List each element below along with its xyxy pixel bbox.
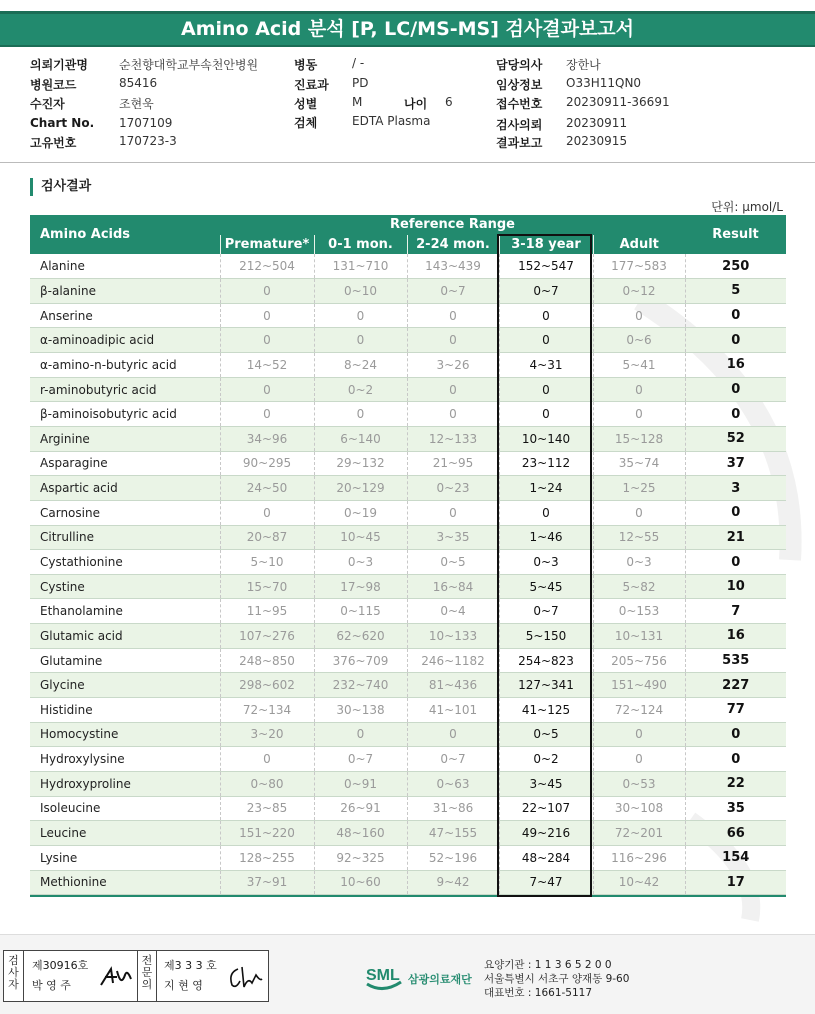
reference-range-cell: 3~20 [220, 722, 314, 747]
contact-info [484, 958, 629, 1000]
reference-range-cell: 30~108 [593, 796, 685, 821]
subheader-3-18-year: 3-18 year [499, 235, 593, 254]
contact-line: 요양기관 : 1 1 3 6 5 2 0 0 [484, 959, 612, 971]
amino-acid-name: Histidine [30, 698, 220, 723]
reference-range-cell: 0 [220, 279, 314, 304]
reference-range-cell: 9~42 [407, 870, 499, 895]
reference-range-cell: 0 [593, 377, 685, 402]
result-cell: 0 [685, 550, 786, 575]
reference-range-cell: 0~63 [407, 771, 499, 796]
reference-range-cell: 0 [499, 303, 593, 328]
table-row [30, 771, 786, 796]
reference-range-cell: 3~35 [407, 525, 499, 550]
reference-range-cell: 5~45 [499, 574, 593, 599]
info-value: 조현욱 [119, 97, 154, 111]
reference-range-cell: 131~710 [314, 254, 407, 279]
examiner-label [4, 951, 24, 1001]
reference-range-cell: 0 [593, 402, 685, 427]
result-cell: 535 [685, 648, 786, 673]
reference-range-cell: 212~504 [220, 254, 314, 279]
info-label: 성별 [294, 97, 318, 111]
reference-range-cell: 6~140 [314, 426, 407, 451]
subheader-0-1-mon: 0-1 mon. [314, 235, 407, 254]
info-label: 담당의사 [496, 58, 543, 72]
table-row [30, 821, 786, 846]
specialist-label-text: 전문의 [141, 954, 153, 991]
table-row [30, 279, 786, 304]
info-value: O33H11QN0 [566, 76, 642, 90]
table-row [30, 648, 786, 673]
reference-range-cell: 37~91 [220, 870, 314, 895]
reference-range-cell: 0~80 [220, 771, 314, 796]
info-label: 병원코드 [30, 78, 77, 92]
reference-range-cell: 0 [593, 500, 685, 525]
reference-range-cell: 10~42 [593, 870, 685, 895]
table-bottom-rule [30, 895, 786, 897]
info-value: 20230911-36691 [566, 95, 670, 109]
reference-range-cell: 116~296 [593, 845, 685, 870]
examiner-label-text: 검사자 [8, 954, 19, 991]
reference-range-cell: 0 [314, 722, 407, 747]
amino-acid-table [30, 215, 786, 895]
reference-range-cell: 0~3 [314, 550, 407, 575]
table-row [30, 870, 786, 895]
result-cell: 0 [685, 328, 786, 353]
reference-range-cell: 0 [499, 402, 593, 427]
reference-range-cell: 232~740 [314, 673, 407, 698]
reference-range-cell: 177~583 [593, 254, 685, 279]
reference-range-cell: 47~155 [407, 821, 499, 846]
reference-range-cell: 1~46 [499, 525, 593, 550]
reference-range-cell: 0 [220, 500, 314, 525]
reference-range-cell: 0 [220, 377, 314, 402]
table-row [30, 426, 786, 451]
info-label: 의뢰기관명 [30, 58, 88, 72]
reference-range-cell: 0~7 [499, 599, 593, 624]
reference-range-cell: 298~602 [220, 673, 314, 698]
amino-acid-name: Homocystine [30, 722, 220, 747]
reference-range-cell: 0~153 [593, 599, 685, 624]
reference-range-cell: 20~129 [314, 476, 407, 501]
info-label: 검체 [294, 116, 318, 130]
reference-range-cell: 0 [407, 303, 499, 328]
specialist-name: 지 현 영 [164, 979, 203, 992]
reference-range-cell: 0~3 [593, 550, 685, 575]
reference-range-cell: 107~276 [220, 624, 314, 649]
specialist-id: 제3 3 3 호 [164, 959, 217, 972]
amino-acid-name: α-amino-n-butyric acid [30, 353, 220, 378]
reference-range-cell: 16~84 [407, 574, 499, 599]
reference-range-cell: 5~41 [593, 353, 685, 378]
reference-range-cell: 151~490 [593, 673, 685, 698]
reference-range-cell: 0 [499, 500, 593, 525]
reference-range-cell: 26~91 [314, 796, 407, 821]
reference-range-cell: 23~112 [499, 451, 593, 476]
table-row [30, 698, 786, 723]
table-row [30, 599, 786, 624]
reference-range-cell: 0~10 [314, 279, 407, 304]
info-value: EDTA Plasma [352, 114, 431, 128]
amino-acid-name: Citrulline [30, 525, 220, 550]
reference-range-cell: 49~216 [499, 821, 593, 846]
amino-acid-name: Hydroxyproline [30, 771, 220, 796]
reference-range-cell: 90~295 [220, 451, 314, 476]
examiner-id: 제30916호 [32, 959, 89, 972]
result-cell: 0 [685, 722, 786, 747]
reference-range-cell: 376~709 [314, 648, 407, 673]
reference-range-cell: 0~91 [314, 771, 407, 796]
table-row [30, 402, 786, 427]
reference-range-cell: 0~5 [407, 550, 499, 575]
result-cell: 16 [685, 353, 786, 378]
result-cell: 52 [685, 426, 786, 451]
table-row [30, 624, 786, 649]
amino-acid-name: Glutamic acid [30, 624, 220, 649]
signature-box [3, 950, 269, 1002]
reference-range-cell: 0 [314, 328, 407, 353]
reference-range-cell: 0 [220, 303, 314, 328]
reference-range-cell: 48~160 [314, 821, 407, 846]
reference-range-cell: 12~133 [407, 426, 499, 451]
result-cell: 16 [685, 624, 786, 649]
amino-acid-name: Arginine [30, 426, 220, 451]
table-row [30, 747, 786, 772]
amino-acid-name: Isoleucine [30, 796, 220, 821]
info-label: 임상정보 [496, 78, 543, 92]
amino-acid-name: Anserine [30, 303, 220, 328]
reference-range-cell: 0~2 [314, 377, 407, 402]
subheader-2-24-mon: 2-24 mon. [407, 235, 499, 254]
result-cell: 17 [685, 870, 786, 895]
amino-acid-name: Hydroxylysine [30, 747, 220, 772]
result-cell: 10 [685, 574, 786, 599]
sml-logo-text: SML [366, 967, 400, 984]
reference-range-cell: 14~52 [220, 353, 314, 378]
reference-range-cell: 81~436 [407, 673, 499, 698]
header-result: Result [685, 215, 786, 254]
reference-range-cell: 21~95 [407, 451, 499, 476]
reference-range-cell: 0~115 [314, 599, 407, 624]
reference-range-cell: 30~138 [314, 698, 407, 723]
info-label: 나이 [404, 97, 428, 111]
reference-range-cell: 143~439 [407, 254, 499, 279]
reference-range-cell: 41~101 [407, 698, 499, 723]
reference-range-cell: 248~850 [220, 648, 314, 673]
reference-range-cell: 0 [220, 402, 314, 427]
divider [0, 162, 815, 163]
result-cell: 37 [685, 451, 786, 476]
result-cell: 0 [685, 402, 786, 427]
header-amino-acids: Amino Acids [30, 215, 220, 254]
result-cell: 5 [685, 279, 786, 304]
result-cell: 0 [685, 377, 786, 402]
reference-range-cell: 72~124 [593, 698, 685, 723]
amino-acid-name: Cystine [30, 574, 220, 599]
result-cell: 0 [685, 303, 786, 328]
info-label: 고유번호 [30, 136, 77, 150]
reference-range-cell: 72~201 [593, 821, 685, 846]
subheader-adult: Adult [593, 235, 685, 254]
table-row [30, 796, 786, 821]
reference-range-cell: 10~60 [314, 870, 407, 895]
reference-range-cell: 0~2 [499, 747, 593, 772]
info-value: 20230911 [566, 116, 628, 130]
reference-range-cell: 20~87 [220, 525, 314, 550]
reference-range-cell: 246~1182 [407, 648, 499, 673]
table-row [30, 353, 786, 378]
examiner-signature-icon [99, 965, 133, 991]
table-body [30, 254, 786, 895]
reference-range-cell: 11~95 [220, 599, 314, 624]
info-label: 진료과 [294, 78, 329, 92]
reference-range-cell: 0~19 [314, 500, 407, 525]
reference-range-cell: 0~7 [407, 279, 499, 304]
reference-range-cell: 0~7 [499, 279, 593, 304]
table-row [30, 845, 786, 870]
reference-range-cell: 0 [220, 328, 314, 353]
amino-acid-name: Aspartic acid [30, 476, 220, 501]
reference-range-cell: 41~125 [499, 698, 593, 723]
reference-range-cell: 23~85 [220, 796, 314, 821]
amino-acid-name: Leucine [30, 821, 220, 846]
amino-acid-name: Ethanolamine [30, 599, 220, 624]
reference-range-cell: 0~23 [407, 476, 499, 501]
reference-range-cell: 62~620 [314, 624, 407, 649]
table-row [30, 476, 786, 501]
amino-acid-name: Methionine [30, 870, 220, 895]
reference-range-cell: 0 [407, 377, 499, 402]
header-reference-range: Reference Range [220, 215, 685, 235]
info-label: Chart No. [30, 116, 95, 130]
table-row [30, 673, 786, 698]
info-value: 장한나 [566, 58, 601, 72]
result-cell: 3 [685, 476, 786, 501]
result-cell: 0 [685, 500, 786, 525]
result-cell: 35 [685, 796, 786, 821]
amino-acid-name: Alanine [30, 254, 220, 279]
table-row [30, 254, 786, 279]
reference-range-cell: 15~128 [593, 426, 685, 451]
reference-range-cell: 0 [314, 303, 407, 328]
reference-range-cell: 254~823 [499, 648, 593, 673]
table-row [30, 303, 786, 328]
result-cell: 21 [685, 525, 786, 550]
result-cell: 154 [685, 845, 786, 870]
info-label: 접수번호 [496, 97, 543, 111]
reference-range-cell: 152~547 [499, 254, 593, 279]
reference-range-cell: 10~133 [407, 624, 499, 649]
amino-acid-name: r-aminobutyric acid [30, 377, 220, 402]
reference-range-cell: 0~53 [593, 771, 685, 796]
reference-range-cell: 205~756 [593, 648, 685, 673]
reference-range-cell: 5~150 [499, 624, 593, 649]
reference-range-cell: 5~82 [593, 574, 685, 599]
reference-range-cell: 127~341 [499, 673, 593, 698]
reference-range-cell: 0 [499, 377, 593, 402]
amino-acid-name: Cystathionine [30, 550, 220, 575]
amino-acid-name: Glutamine [30, 648, 220, 673]
table-row [30, 550, 786, 575]
info-label: 수진자 [30, 97, 65, 111]
reference-range-cell: 0 [499, 328, 593, 353]
reference-range-cell: 0~7 [314, 747, 407, 772]
info-label: 병동 [294, 58, 318, 72]
info-value: M [352, 95, 363, 109]
info-value: 1707109 [119, 116, 173, 130]
table-row [30, 722, 786, 747]
result-cell: 22 [685, 771, 786, 796]
info-value: 20230915 [566, 134, 628, 148]
reference-range-cell: 10~45 [314, 525, 407, 550]
patient-info-block [0, 56, 815, 156]
reference-range-cell: 31~86 [407, 796, 499, 821]
reference-range-cell: 92~325 [314, 845, 407, 870]
info-value: 6 [445, 95, 453, 109]
sml-logo-icon [363, 958, 405, 994]
contact-line: 서울특별시 서초구 양재동 9-60 [484, 973, 630, 985]
info-value: 170723-3 [119, 134, 177, 148]
reference-range-cell: 0~4 [407, 599, 499, 624]
reference-range-cell: 0~3 [499, 550, 593, 575]
result-cell: 250 [685, 254, 786, 279]
reference-range-cell: 0 [407, 722, 499, 747]
table-row [30, 377, 786, 402]
contact-line: 대표번호 : 1661-5117 [484, 987, 593, 999]
reference-range-cell: 1~25 [593, 476, 685, 501]
result-cell: 0 [685, 747, 786, 772]
reference-range-cell: 10~131 [593, 624, 685, 649]
reference-range-cell: 0~6 [593, 328, 685, 353]
reference-range-cell: 24~50 [220, 476, 314, 501]
reference-range-cell: 4~31 [499, 353, 593, 378]
reference-range-cell: 7~47 [499, 870, 593, 895]
reference-range-cell: 0 [407, 500, 499, 525]
table-row [30, 451, 786, 476]
info-value: PD [352, 76, 369, 90]
result-cell: 7 [685, 599, 786, 624]
reference-range-cell: 0 [593, 747, 685, 772]
reference-range-cell: 10~140 [499, 426, 593, 451]
info-label: 검사의뢰 [496, 118, 543, 132]
reference-range-cell: 29~132 [314, 451, 407, 476]
reference-range-cell: 72~134 [220, 698, 314, 723]
reference-range-cell: 0 [220, 747, 314, 772]
table-row [30, 525, 786, 550]
info-value: 순천향대학교부속천안병원 [119, 58, 259, 72]
reference-range-cell: 0~12 [593, 279, 685, 304]
examiner-name: 박 영 주 [32, 979, 71, 992]
reference-range-cell: 0 [407, 402, 499, 427]
amino-acid-name: Glycine [30, 673, 220, 698]
reference-range-cell: 0~5 [499, 722, 593, 747]
info-value: / - [352, 56, 365, 70]
amino-acid-name: β-aminoisobutyric acid [30, 402, 220, 427]
specialist-label [137, 951, 157, 1001]
reference-range-cell: 151~220 [220, 821, 314, 846]
result-cell: 77 [685, 698, 786, 723]
reference-range-cell: 3~26 [407, 353, 499, 378]
reference-range-cell: 0 [407, 328, 499, 353]
amino-acid-name: α-aminoadipic acid [30, 328, 220, 353]
result-cell: 227 [685, 673, 786, 698]
table-row [30, 574, 786, 599]
reference-range-cell: 52~196 [407, 845, 499, 870]
reference-range-cell: 0 [314, 402, 407, 427]
reference-range-cell: 3~45 [499, 771, 593, 796]
unit-label: 단위: μmol/L [711, 200, 783, 214]
specialist-signature-icon [226, 963, 264, 991]
reference-range-cell: 0 [593, 722, 685, 747]
reference-range-cell: 5~10 [220, 550, 314, 575]
reference-range-cell: 15~70 [220, 574, 314, 599]
reference-range-cell: 12~55 [593, 525, 685, 550]
reference-range-cell: 128~255 [220, 845, 314, 870]
reference-range-cell: 0~7 [407, 747, 499, 772]
amino-acid-name: Lysine [30, 845, 220, 870]
info-value: 85416 [119, 76, 158, 90]
amino-acid-name: Carnosine [30, 500, 220, 525]
reference-range-cell: 17~98 [314, 574, 407, 599]
subheader-premature: Premature* [220, 235, 314, 254]
reference-range-cell: 0 [593, 303, 685, 328]
section-title: 검사결과 [30, 178, 91, 196]
reference-range-cell: 22~107 [499, 796, 593, 821]
reference-range-cell: 35~74 [593, 451, 685, 476]
reference-range-cell: 48~284 [499, 845, 593, 870]
amino-acid-name: β-alanine [30, 279, 220, 304]
amino-acid-name: Asparagine [30, 451, 220, 476]
info-label: 결과보고 [496, 136, 543, 150]
result-cell: 66 [685, 821, 786, 846]
reference-range-cell: 8~24 [314, 353, 407, 378]
reference-range-cell: 1~24 [499, 476, 593, 501]
reference-range-cell: 34~96 [220, 426, 314, 451]
table-row [30, 500, 786, 525]
org-name: 삼광의료재단 [408, 973, 472, 986]
table-row [30, 328, 786, 353]
report-title: Amino Acid 분석 [P, LC/MS-MS] 검사결과보고서 [0, 11, 815, 47]
